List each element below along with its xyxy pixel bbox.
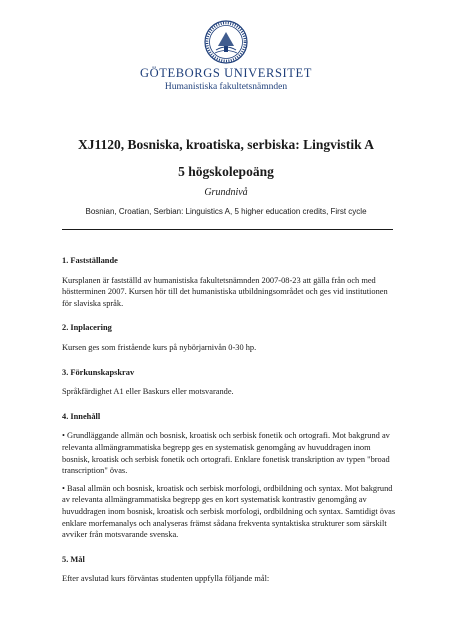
course-title: XJ1120, Bosniska, kroatiska, serbiska: Lingvistik A bbox=[77, 137, 375, 152]
divider bbox=[62, 229, 393, 230]
university-name: GÖTEBORGS UNIVERSITET bbox=[140, 66, 312, 80]
english-title: Bosnian, Croatian, Serbian: Linguistics A, 5 higher education credits, First cycle bbox=[85, 207, 367, 216]
section-heading: 3. Förkunskapskrav bbox=[62, 367, 135, 377]
section-paragraph: Kursplanen är fastställd av humanistiska fakultetsnämnden 2007-08-23 att gälla från och med höstterminen 2007. Kursen hör till det humanistiska utbildningsområdet och ges vid institutionen för slaviska språk. bbox=[62, 275, 388, 308]
section-heading: 4. Innehåll bbox=[62, 411, 101, 421]
section-heading: 1. Fastställande bbox=[62, 256, 118, 265]
faculty-name: Humanistiska fakultetsnämnden bbox=[164, 82, 288, 92]
section-heading: 2. Inplacering bbox=[62, 323, 112, 333]
syllabus-body bbox=[62, 255, 396, 598]
section-paragraph: Språkfärdighet A1 eller Baskurs eller motsvarande. bbox=[62, 387, 234, 397]
section-paragraph: Kursen ges som fristående kurs på nybörjarnivån 0-30 hp. bbox=[62, 342, 257, 352]
section-paragraph: Efter avslutad kurs förväntas studenten uppfylla följande mål: bbox=[62, 574, 270, 584]
section-paragraph: • Grundläggande allmän och bosnisk, kroatisk och serbisk fonetik och ortografi. Mot bakgrund av relevanta allmängrammatiska begrepp ges en systematisk genomgång av huvuddragen inom bosnisk, kroatisk och serbisk fonetik och ortografi. Enklare fonetisk transkription av typen "broad transcription" övas. bbox=[62, 431, 390, 476]
section-heading: 5. Mål bbox=[62, 554, 85, 564]
university-seal-icon bbox=[204, 20, 248, 64]
course-level: Grundnivå bbox=[204, 187, 248, 198]
course-credits: 5 högskolepoäng bbox=[178, 164, 274, 179]
section-paragraph: • Basal allmän och bosnisk, kroatisk och serbisk morfologi, ordbildning och syntax. Mot bakgrund av relevanta allmängrammatiska begrepp ges en kort systematisk kontrastiv genomgång av huvuddragen inom bosnisk, kroatisk och serbisk morfologi, ordbildning och syntax. Samtidigt övas enklare morfemanalys och analyseras främst sådana frekventa syntaktiska strukturer som särskilt avviker från motsvarande svenska. bbox=[62, 483, 396, 540]
